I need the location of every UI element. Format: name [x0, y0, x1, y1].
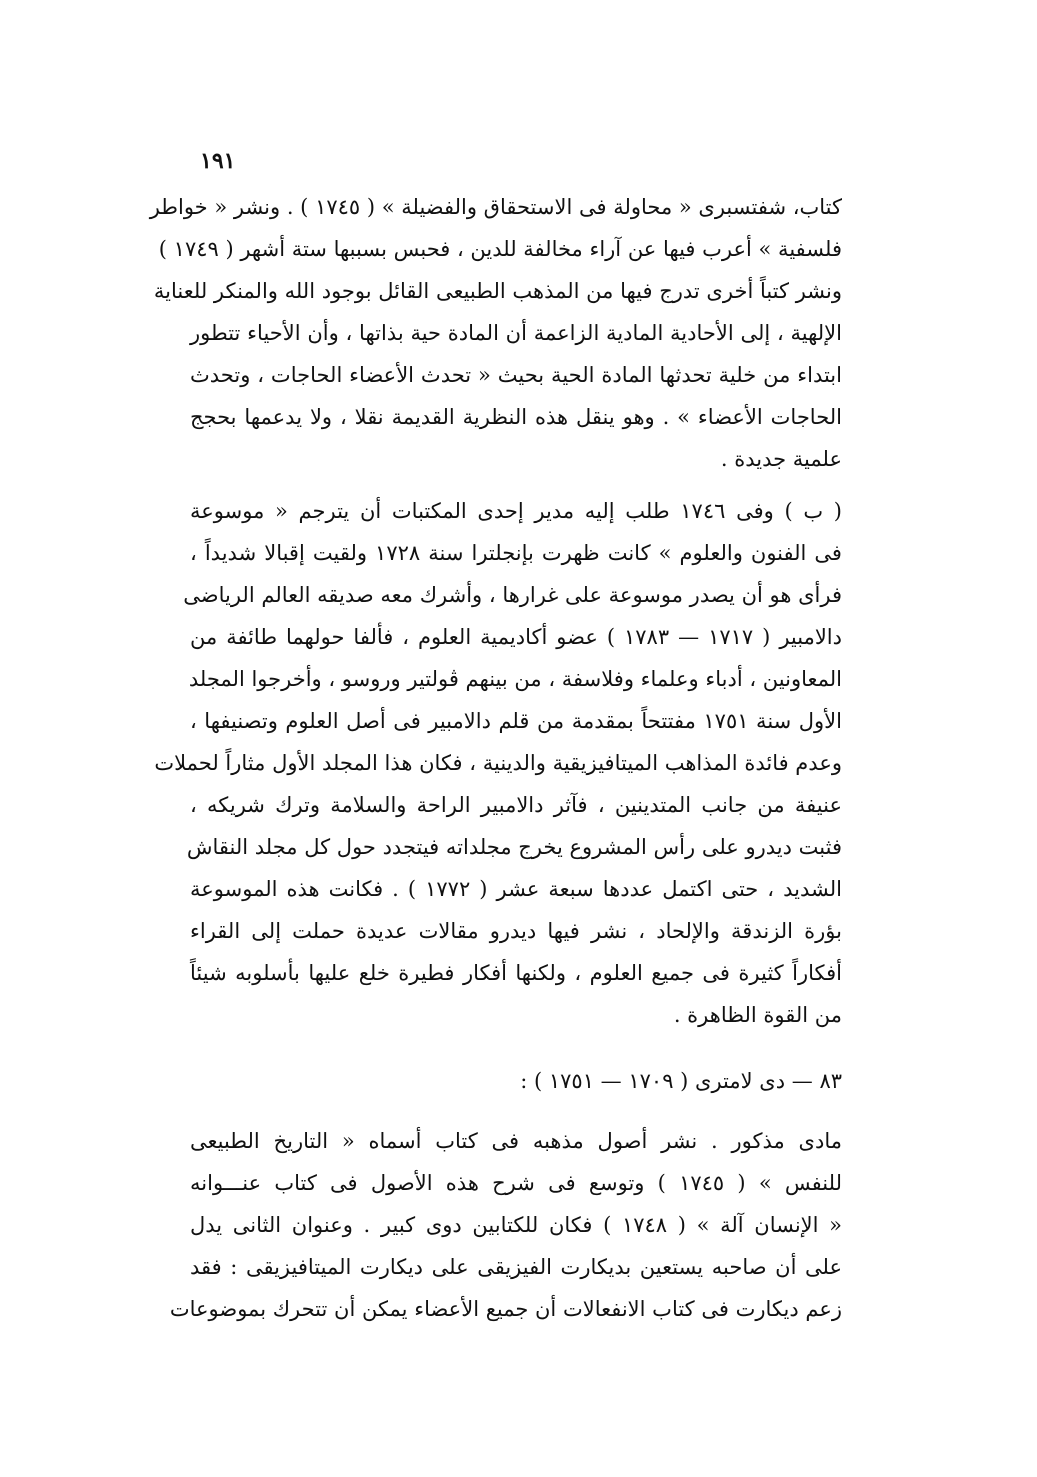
- text-line: على أن صاحبه يستعين بديكارت الفيزيقى على ديكارت الميتافيزيقى : فقد: [190, 1255, 842, 1279]
- text-line: فثبت ديدرو على رأس المشروع يخرج مجلداته فيتجدد حول كل مجلد النقاش: [186, 835, 842, 859]
- paragraph-shaftesbury: [149, 186, 842, 480]
- text-line: ( ب ) وفى ١٧٤٦ طلب إليه مدير إحدى المكتبات أن يترجم « موسوعة: [190, 499, 842, 523]
- text-line: زعم ديكارت فى كتاب الانفعالات أن جميع الأعضاء يمكن أن تتحرك بموضوعات: [169, 1297, 842, 1321]
- text-line: الحاجات الأعضاء » . وهو ينقل هذه النظرية القديمة نقلا ، ولا يدعمها بحجج: [190, 405, 842, 429]
- text-line: « الإنسان آلة » ( ١٧٤٨ ) فكان للكتابين دوى كبير . وعنوان الثانى يدل: [190, 1213, 842, 1237]
- text-line: كتاب، شفتسبرى « محاولة فى الاستحقاق والفضيلة » ( ١٧٤٥ ) . ونشر « خواطر: [149, 195, 842, 219]
- text-line: دالامبير ( ١٧١٧ — ١٧٨٣ ) عضو أكاديمية العلوم ، فألفا حولهما طائفة من: [190, 625, 842, 649]
- paragraph-encyclopedia: [154, 490, 842, 1036]
- page-number: ١٩١: [200, 148, 236, 174]
- paragraph-la-mettrie: [169, 1120, 842, 1330]
- text-line: مادى مذكور . نشر أصول مذهبه فى كتاب أسماه « التاريخ الطبيعى: [190, 1129, 842, 1153]
- text-line: فى الفنون والعلوم » كانت ظهرت بإنجلترا سنة ١٧٢٨ ولقيت إقبالا شديداً ،: [190, 541, 842, 565]
- text-line: فرأى هو أن يصدر موسوعة على غرارها ، وأشرك معه صديقه العالم الرياضى: [183, 583, 842, 607]
- text-line: ونشر كتباً أخرى تدرج فيها من المذهب الطبيعى القائل بوجود الله والمنكر للعناية: [153, 279, 842, 303]
- section-heading: ٨٣ — دى لامترى ( ١٧٠٩ — ١٧٥١ ) :: [520, 1069, 842, 1093]
- text-line: الأول سنة ١٧٥١ مفتتحاً بمقدمة من قلم دالامبير فى أصل العلوم وتصنيفها ،: [190, 709, 842, 733]
- text-line: علمية جديدة .: [720, 447, 842, 471]
- text-line: للنفس » ( ١٧٤٥ ) وتوسع فى شرح هذه الأصول فى كتاب عنـــوانه: [190, 1171, 842, 1195]
- text-line: من القوة الظاهرة .: [673, 1003, 842, 1027]
- text-line: المعاونين ، أدباء وعلماء وفلاسفة ، من بينهم ڤولتير وروسو ، وأخرجوا المجلد: [188, 667, 842, 691]
- text-line: الشديد ، حتى اكتمل عددها سبعة عشر ( ١٧٧٢ ) . فكانت هذه الموسوعة: [190, 877, 842, 901]
- text-line: وعدم فائدة المذاهب الميتافيزيقية والدينية ، فكان هذا المجلد الأول مثاراً لحملات: [154, 751, 842, 775]
- text-line: عنيفة من جانب المتدينين ، فآثر دالامبير الراحة والسلامة وترك شريكه ،: [190, 793, 842, 817]
- text-line: فلسفية » أعرب فيها عن آراء مخالفة للدين ، فحبس بسببها ستة أشهر ( ١٧٤٩ ): [158, 237, 842, 261]
- text-line: أفكاراً كثيرة فى جميع العلوم ، ولكنها أفكار فطيرة خلع عليها بأسلوبه شيئاً: [190, 961, 842, 985]
- text-line: ابتداء من خلية تحدثها المادة الحية بحيث « تحدث الأعضاء الحاجات ، وتحدث: [190, 363, 842, 387]
- text-line: بؤرة الزندقة والإلحاد ، نشر فيها ديدرو مقالات عديدة حملت إلى القراء: [190, 919, 842, 943]
- text-line: الإلهية ، إلى الأحادية المادية الزاعمة أن المادة حية بذاتها ، وأن الأحياء تتطور: [190, 321, 842, 345]
